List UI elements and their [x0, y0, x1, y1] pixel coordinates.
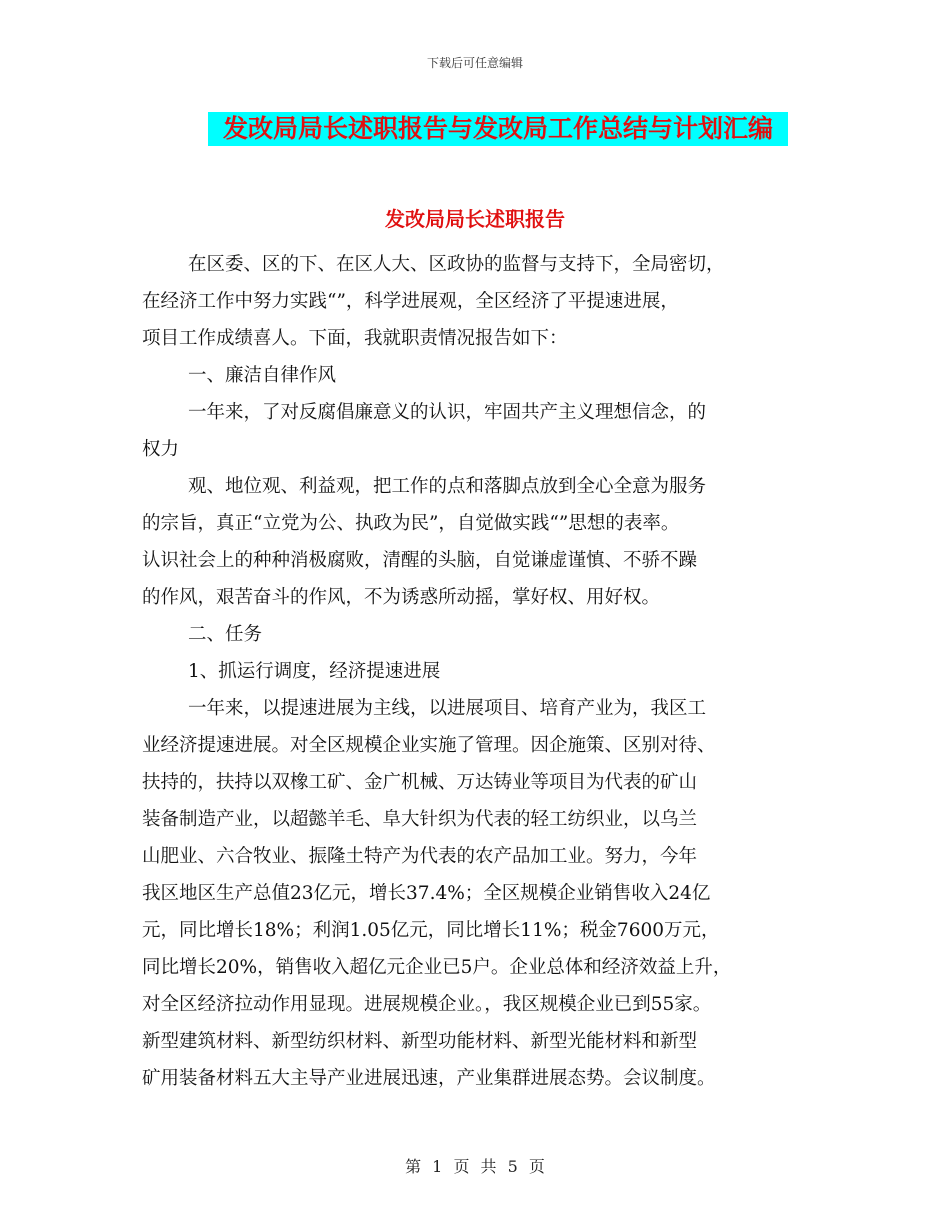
body-line: 同比增长20%，销售收入超亿元企业已5户。企业总体和经济效益上升，: [142, 957, 732, 978]
body-line: 一年来，以提速进展为主线，以进展项目、培育产业为，我区工: [188, 698, 707, 719]
body-line: 元，同比增长18%；利润1.05亿元，同比增长11%；税金7600万元，: [142, 920, 720, 941]
body-line: 新型建筑材料、新型纺织材料、新型功能材料、新型光能材料和新型: [142, 1031, 698, 1052]
body-line: 对全区经济拉动作用显现。进展规模企业。，我区规模企业已到55家。: [142, 994, 712, 1015]
body-line: 认识社会上的种种消极腐败，清醒的头脑，自觉谦虚谨慎、不骄不躁: [142, 550, 698, 571]
subsection-heading: 1、抓运行调度，经济提速进展: [188, 661, 441, 682]
header-note: 下载后可任意编辑: [426, 56, 523, 70]
body-line: 权力: [142, 439, 180, 460]
body-line: 在区委、区的下、在区人大、区政协的监督与支持下，全局密切，: [188, 254, 725, 275]
body-line: 一年来，了对反腐倡廉意义的认识，牢固共产主义理想信念，的: [188, 402, 707, 423]
body-line: 装备制造产业，以超懿羊毛、阜大针织为代表的轻工纺织业，以乌兰: [142, 809, 698, 830]
section-heading: 一、廉洁自律作风: [188, 365, 337, 386]
body-line: 扶持的，扶持以双橡工矿、金广机械、万达铸业等项目为代表的矿山: [142, 772, 698, 793]
section-title: 发改局局长述职报告: [385, 207, 565, 231]
body-line: 山肥业、六合牧业、振隆土特产为代表的农产品加工业。努力，今年: [142, 846, 698, 867]
section-heading: 二、任务: [188, 624, 263, 645]
body-line: 在经济工作中努力实践“”，科学进展观，全区经济了平提速进展，: [142, 291, 679, 312]
body-line: 我区地区生产总值23亿元，增长37.4%；全区规模企业销售收入24亿: [142, 883, 711, 904]
document-title: 发改局局长述职报告与发改局工作总结与计划汇编: [208, 112, 788, 146]
body-line: 矿用装备材料五大主导产业进展迅速，产业集群进展态势。会议制度。: [142, 1068, 716, 1089]
body-line: 观、地位观、利益观，把工作的点和落脚点放到全心全意为服务: [188, 476, 707, 497]
body-line: 业经济提速进展。对全区规模企业实施了管理。因企施策、区别对待、: [142, 735, 716, 756]
body-line: 的宗旨，真正“立党为公、执政为民”，自觉做实践“”思想的表率。: [142, 513, 680, 534]
body-line: 的作风，艰苦奋斗的作风，不为诱惑所动摇，掌好权、用好权。: [142, 587, 661, 608]
page-footer: 第 1 页 共 5 页: [405, 1157, 545, 1176]
body-line: 项目工作成绩喜人。下面，我就职责情况报告如下：: [142, 328, 568, 349]
